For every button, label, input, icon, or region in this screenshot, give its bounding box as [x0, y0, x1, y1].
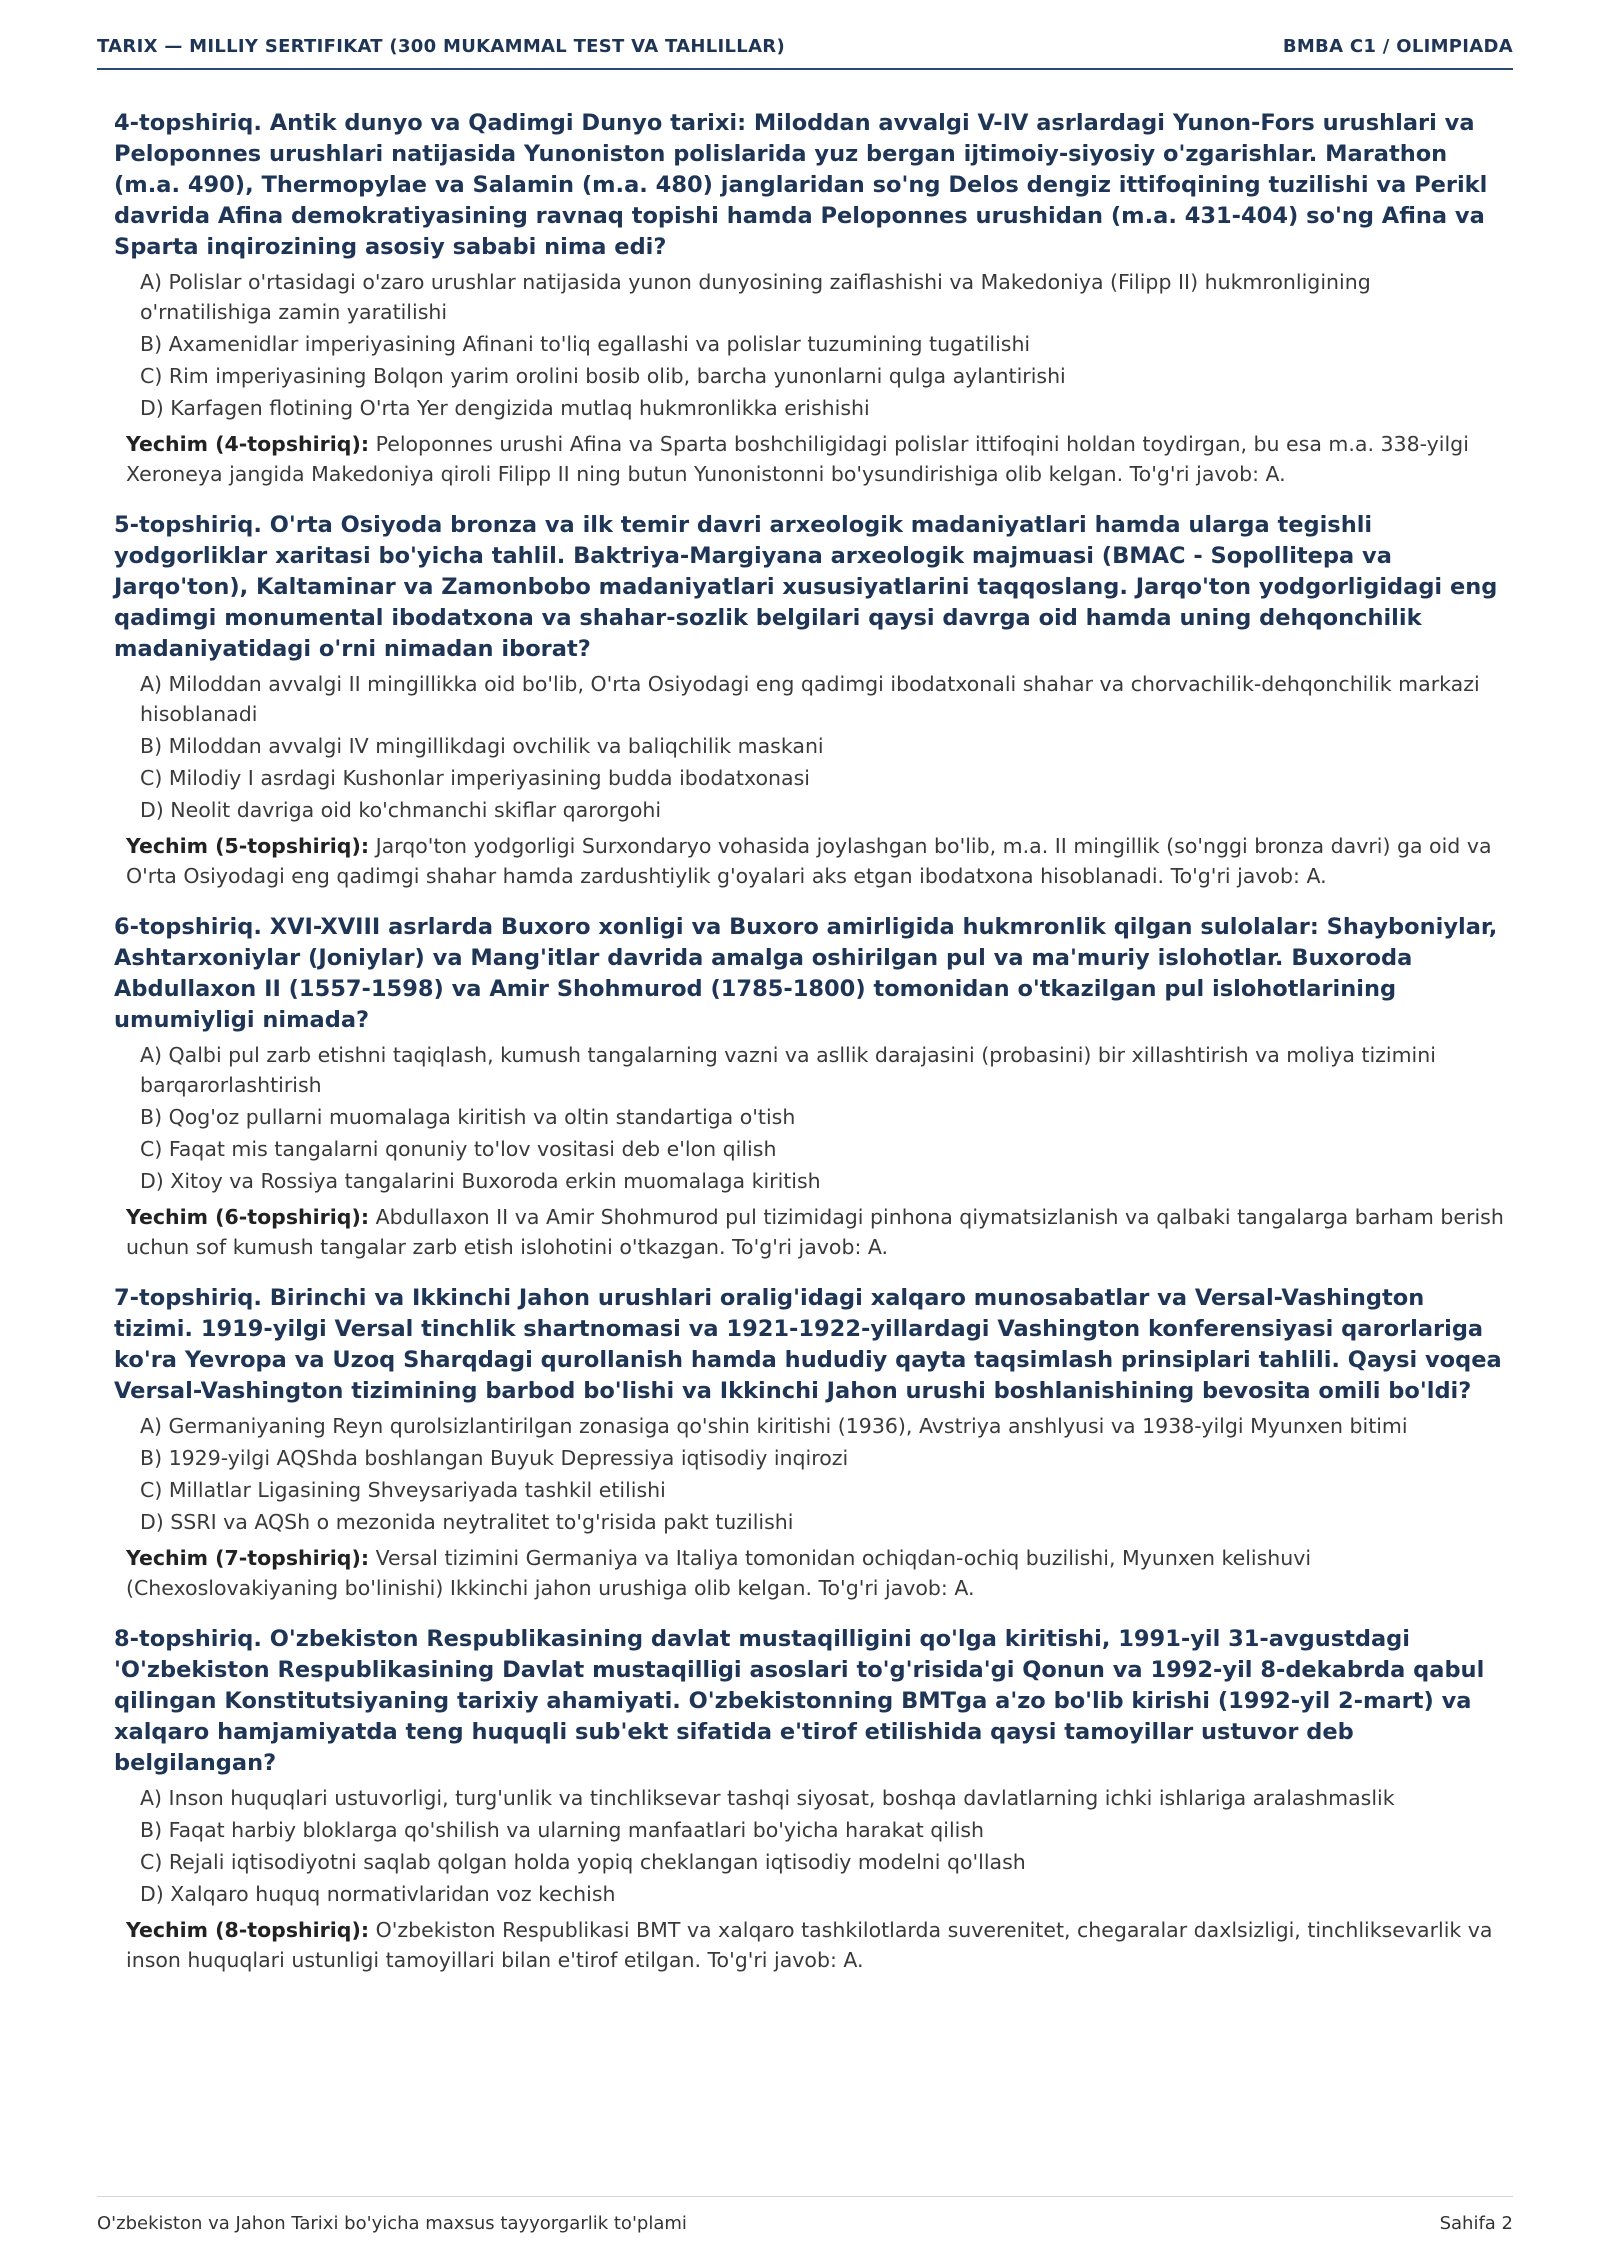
question-5	[114, 510, 1504, 891]
solution-text: Abdullaxon II va Amir Shohmurod pul tizimidagi pinhona qiymatsizlanish va qalbaki tangalarga barham berish uchun sof kumush tangalar zarb etish islohotini o'tkazgan. To'g'ri javob: A.	[126, 1205, 1504, 1259]
solution-text: O'zbekiston Respublikasi BMT va xalqaro tashkilotlarda suverenitet, chegaralar daxlsizligi, tinchliksevarlik va inson huquqlari ustunligi tamoyillari bilan e'tirof etilgan. To'g'ri javob: A.	[126, 1918, 1493, 1972]
option-a: A) Qalbi pul zarb etishni taqiqlash, kumush tangalarning vazni va asllik darajasini (probasini) bir xillashtirish va moliya tizimini barqarorlashtirish	[140, 1043, 1436, 1097]
solution	[126, 429, 1504, 489]
header-title: TARIX — MILLIY SERTIFIKAT (300 MUKAMMAL TEST VA TAHLILLAR)	[97, 36, 785, 57]
solution	[126, 831, 1504, 891]
footer-title: O'zbekiston va Jahon Tarixi bo'yicha maxsus tayyorgarlik to'plami	[97, 2213, 687, 2234]
question-6	[114, 912, 1504, 1262]
option-b: B) Faqat harbiy bloklarga qo'shilish va ularning manfaatlari bo'yicha harakat qilish	[140, 1818, 985, 1842]
option-d: D) Karfagen flotining O'rta Yer dengizida mutlaq hukmronlikka erishishi	[140, 396, 870, 420]
options-list	[140, 1040, 1504, 1196]
question-title: 5-topshiriq. O'rta Osiyoda bronza va ilk temir davri arxeologik madaniyatlari hamda ularga tegishli yodgorliklar xaritasi bo'yicha tahlil. Baktriya-Margiyana arxeologik majmuasi (BMAC - Sopollitepa va Jarqo'ton), Kaltaminar va Zamonbobo madaniyatlari xususiyatlarini taqqoslang. Jarqo'ton yodgorligidagi eng qadimgi monumental ibodatxona va shahar-sozlik belgilari qaysi davrga oid hamda uning dehqonchilik madaniyatidagi o'rni nimadan iborat?	[114, 512, 1498, 662]
option-c: C) Faqat mis tangalarni qonuniy to'lov vositasi deb e'lon qilish	[140, 1137, 777, 1161]
question-7	[114, 1283, 1504, 1603]
option-d: D) Neolit davriga oid ko'chmanchi skiflar qarorgohi	[140, 798, 662, 822]
question-title: 8-topshiriq. O'zbekiston Respublikasining davlat mustaqilligini qo'lga kiritishi, 1991-yil 31-avgustdagi 'O'zbekiston Respublikasining Davlat mustaqilligi asoslari to'g'risida'gi Qonun va 1992-yil 8-dekabrda qabul qilingan Konstitutsiyaning tarixiy ahamiyati. O'zbekistonning BMTga a'zo bo'lib kirishi (1992-yil 2-mart) va xalqaro hamjamiyatda teng huquqli sub'ekt sifatida e'tirof etilishida qaysi tamoyillar ustuvor deb belgilangan?	[114, 1626, 1485, 1776]
option-a: A) Inson huquqlari ustuvorligi, turg'unlik va tinchliksevar tashqi siyosat, boshqa davlatlarning ichki ishlariga aralashmaslik	[140, 1786, 1395, 1810]
solution-label: Yechim (6-topshiriq):	[126, 1205, 370, 1229]
option-a: A) Polislar o'rtasidagi o'zaro urushlar natijasida yunon dunyosining zaiflashishi va Makedoniya (Filipp II) hukmronligining o'rnatilishiga zamin yaratilishi	[140, 270, 1371, 324]
question-title: 7-topshiriq. Birinchi va Ikkinchi Jahon urushlari oralig'idagi xalqaro munosabatlar va Versal-Vashington tizimi. 1919-yilgi Versal tinchlik shartnomasi va 1921-1922-yillardagi Vashington konferensiyasi qarorlariga ko'ra Yevropa va Uzoq Sharqdagi qurollanish hamda hududiy qayta taqsimlash prinsiplari tahlili. Qaysi voqea Versal-Vashington tizimining barbod bo'lishi va Ikkinchi Jahon urushi boshlanishining bevosita omili bo'ldi?	[114, 1285, 1502, 1404]
page-footer	[97, 2196, 1513, 2234]
option-b: B) Qog'oz pullarni muomalaga kiritish va oltin standartiga o'tish	[140, 1105, 796, 1129]
solution-label: Yechim (4-topshiriq):	[126, 432, 370, 456]
solution-text: Versal tizimini Germaniya va Italiya tomonidan ochiqdan-ochiq buzilishi, Myunxen kelishuvi (Chexoslovakiyaning bo'linishi) Ikkinchi jahon urushiga olib kelgan. To'g'ri javob: A.	[126, 1546, 1312, 1600]
options-list	[140, 267, 1504, 423]
options-list	[140, 669, 1504, 825]
solution-text: Peloponnes urushi Afina va Sparta boshchiligidagi polislar ittifoqini holdan toydirgan, bu esa m.a. 338-yilgi Xeroneya jangida Makedoniya qiroli Filipp II ning butun Yunonistonni bo'ysundirishiga olib kelgan. To'g'ri javob: A.	[126, 432, 1469, 486]
question-4	[114, 108, 1504, 489]
option-b: B) Axamenidlar imperiyasining Afinani to'liq egallashi va polislar tuzumining tugatilishi	[140, 332, 1031, 356]
option-c: C) Rejali iqtisodiyotni saqlab qolgan holda yopiq cheklangan iqtisodiy modelni qo'llash	[140, 1850, 1026, 1874]
page-header	[97, 34, 1513, 70]
options-list	[140, 1411, 1504, 1537]
solution-text: Jarqo'ton yodgorligi Surxondaryo vohasida joylashgan bo'lib, m.a. II mingillik (so'nggi bronza davri) ga oid va O'rta Osiyodagi eng qadimgi shahar hamda zardushtiylik g'oyalari aks etgan ibodatxona hisoblanadi. To'g'ri javob: A.	[126, 834, 1492, 888]
page-number: Sahifa 2	[1439, 2213, 1513, 2234]
page-content	[114, 108, 1504, 1996]
option-d: D) Xitoy va Rossiya tangalarini Buxoroda erkin muomalaga kiritish	[140, 1169, 821, 1193]
option-a: A) Miloddan avvalgi II mingillikka oid bo'lib, O'rta Osiyodagi eng qadimgi ibodatxonali shahar va chorvachilik-dehqonchilik markazi hisoblanadi	[140, 672, 1480, 726]
solution-label: Yechim (5-topshiriq):	[126, 834, 370, 858]
solution	[126, 1915, 1504, 1975]
options-list	[140, 1783, 1504, 1909]
solution-label: Yechim (8-topshiriq):	[126, 1918, 370, 1942]
option-a: A) Germaniyaning Reyn qurolsizlantirilgan zonasiga qo'shin kiritishi (1936), Avstriya anshlyusi va 1938-yilgi Myunxen bitimi	[140, 1414, 1408, 1438]
option-b: B) Miloddan avvalgi IV mingillikdagi ovchilik va baliqchilik maskani	[140, 734, 824, 758]
question-title: 4-topshiriq. Antik dunyo va Qadimgi Dunyo tarixi: Miloddan avvalgi V-IV asrlardagi Yunon-Fors urushlari va Peloponnes urushlari natijasida Yunoniston polislarida yuz bergan ijtimoiy-siyosiy o'zgarishlar. Marathon (m.a. 490), Thermopylae va Salamin (m.a. 480) janglaridan so'ng Delos dengiz ittifoqining tuzilishi va Perikl davrida Afina demokratiyasining ravnaq topishi hamda Peloponnes urushidan (m.a. 431-404) so'ng Afina va Sparta inqirozining asosiy sababi nima edi?	[114, 110, 1488, 260]
option-c: C) Rim imperiyasining Bolqon yarim orolini bosib olib, barcha yunonlarni qulga aylantirishi	[140, 364, 1066, 388]
option-b: B) 1929-yilgi AQShda boshlangan Buyuk Depressiya iqtisodiy inqirozi	[140, 1446, 849, 1470]
header-section: BMBA C1 / OLIMPIADA	[1282, 36, 1513, 57]
option-c: C) Milodiy I asrdagi Kushonlar imperiyasining budda ibodatxonasi	[140, 766, 810, 790]
question-8	[114, 1624, 1504, 1975]
solution	[126, 1202, 1504, 1262]
option-d: D) SSRI va AQSh o mezonida neytralitet to'g'risida pakt tuzilishi	[140, 1510, 794, 1534]
solution	[126, 1543, 1504, 1603]
question-title: 6-topshiriq. XVI-XVIII asrlarda Buxoro xonligi va Buxoro amirligida hukmronlik qilgan sulolalar: Shayboniylar, Ashtarxoniylar (Joniylar) va Mang'itlar davrida amalga oshirilgan pul va ma'muriy islohotlar. Buxoroda Abdullaxon II (1557-1598) va Amir Shohmurod (1785-1800) tomonidan o'tkazilgan pul islohotlarining umumiyligi nimada?	[114, 914, 1498, 1033]
option-d: D) Xalqaro huquq normativlaridan voz kechish	[140, 1882, 616, 1906]
option-c: C) Millatlar Ligasining Shveysariyada tashkil etilishi	[140, 1478, 666, 1502]
solution-label: Yechim (7-topshiriq):	[126, 1546, 370, 1570]
